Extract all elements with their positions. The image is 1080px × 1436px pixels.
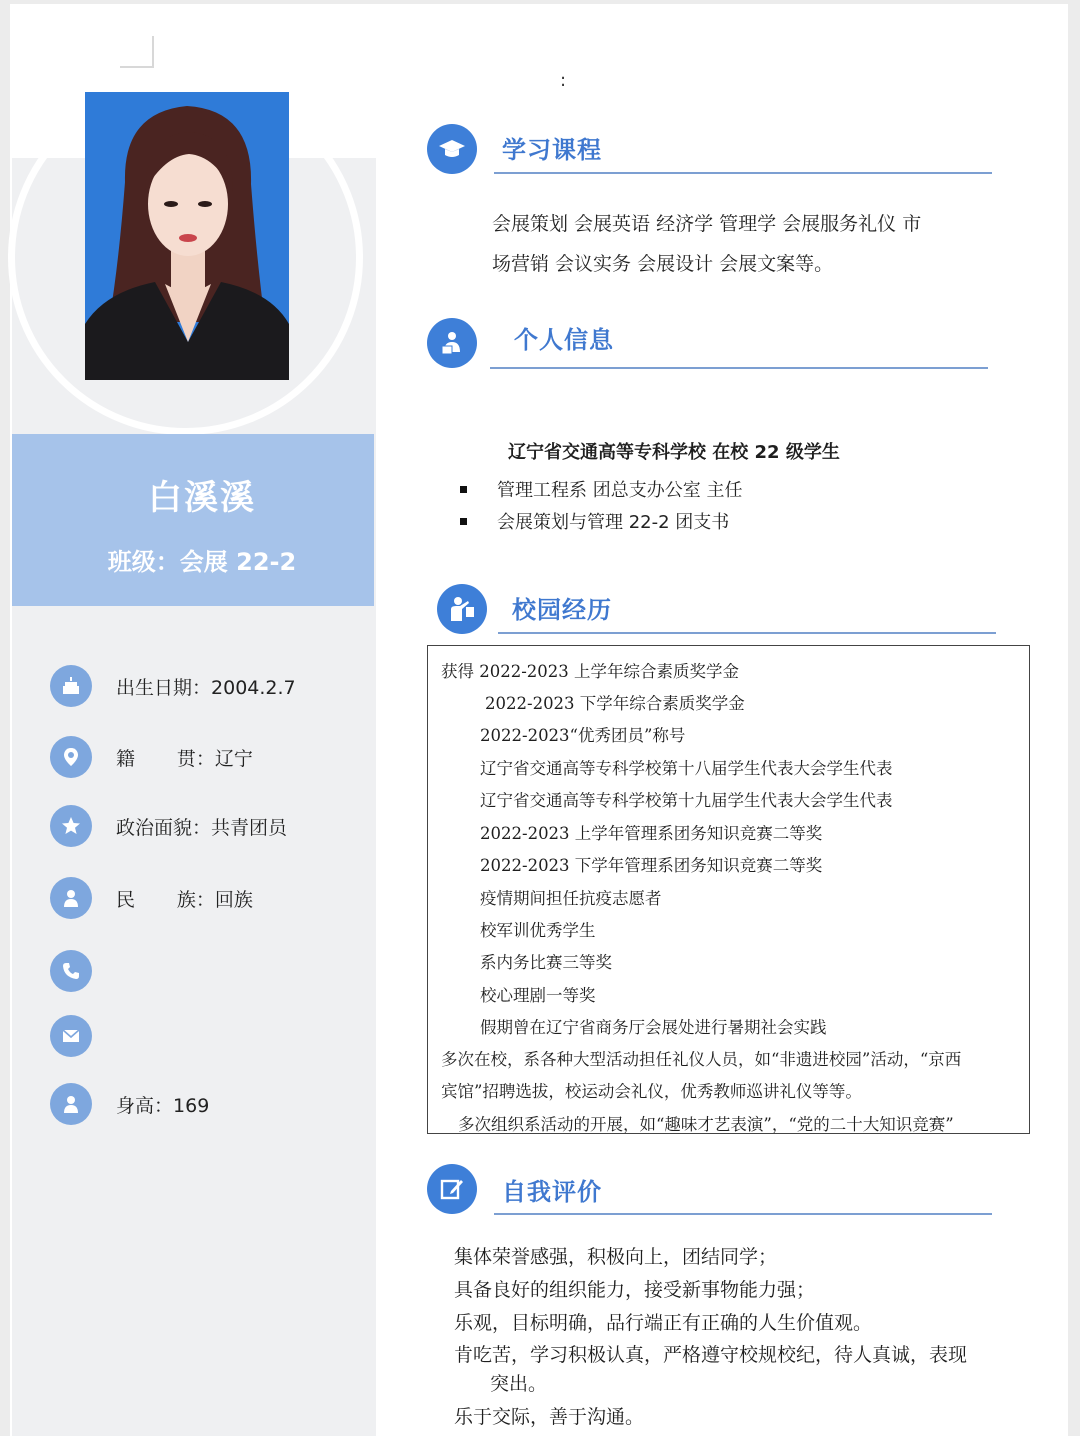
evaluation-line: 具备良好的组织能力，接受新事物能力强； [454, 1279, 816, 1301]
info-row-height [50, 1082, 209, 1126]
info-label: 政治面貌： [116, 816, 212, 839]
courses-line: 会展策划 会展英语 经济学 管理学 会展服务礼仪 市 [492, 213, 922, 235]
section-divider [494, 172, 992, 174]
info-label-a: 籍 [116, 747, 177, 770]
list-item: 假期曾在辽宁省商务厅会展处进行暑期社会实践 [480, 1018, 827, 1037]
list-item-text: 会展策划与管理 22-2 团支书 [497, 512, 730, 533]
briefcase-person-icon [427, 318, 477, 368]
list-item: 辽宁省交通高等专科学校第十八届学生代表大会学生代表 [480, 759, 893, 778]
section-title-courses: 学习课程 [502, 136, 602, 164]
evaluation-line: 乐观，目标明确，品行端正有正确的人生价值观。 [454, 1312, 873, 1334]
info-label: 身高： [116, 1094, 174, 1117]
list-item: 宾馆”招聘选拔，校运动会礼仪，优秀教师巡讲礼仪等等。 [441, 1082, 862, 1101]
info-value: 共青团员 [211, 816, 288, 839]
list-item: 2022-2023 下学年综合素质奖学金 [485, 694, 745, 713]
info-label: 出生日期： [116, 676, 212, 699]
info-row-ethnicity [50, 876, 253, 920]
section-title-evaluation: 自我评价 [502, 1178, 602, 1206]
section-divider [498, 632, 996, 634]
evaluation-line: 肯吃苦，学习积极认真，严格遵守校规校纪，待人真诚，表现 [454, 1344, 968, 1366]
graduation-cap-icon [427, 124, 477, 174]
list-item [460, 476, 742, 502]
person-icon [50, 877, 92, 919]
info-label-b: 族： [176, 888, 215, 911]
cake-icon [50, 665, 92, 707]
class-line: 班级：会展 22-2 [107, 548, 297, 576]
stray-colon: : [560, 70, 567, 91]
section-title-personal: 个人信息 [514, 326, 614, 354]
list-item: 系内务比赛三等奖 [480, 953, 612, 972]
person-icon [50, 1083, 92, 1125]
courses-line: 场营销 会议实务 会展设计 会展文案等。 [492, 253, 834, 275]
info-value: 回族 [214, 888, 253, 911]
section-divider [490, 367, 988, 369]
edit-icon [427, 1164, 477, 1214]
phone-icon [50, 950, 92, 992]
info-row-political [50, 804, 287, 848]
info-row-phone [50, 949, 116, 993]
evaluation-line: 乐于交际，善于沟通。 [454, 1406, 645, 1428]
list-item-text: 管理工程系 团总支办公室 主任 [497, 480, 743, 501]
list-item: 校心理剧一等奖 [480, 986, 596, 1005]
info-label-b: 贯： [176, 747, 215, 770]
list-item: 辽宁省交通高等专科学校第十九届学生代表大会学生代表 [480, 791, 893, 810]
info-row-origin [50, 735, 253, 779]
list-item: 2022-2023 上学年管理系团务知识竞赛二等奖 [480, 824, 823, 843]
info-row-birthdate [50, 664, 296, 708]
list-item: 校军训优秀学生 [480, 921, 596, 940]
mail-icon [50, 1015, 92, 1057]
info-label-a: 民 [116, 888, 177, 911]
bullet-square [460, 518, 467, 525]
location-pin-icon [50, 736, 92, 778]
info-value: 169 [173, 1094, 210, 1117]
campus-experience-box [427, 645, 1030, 1134]
list-item: 多次组织系活动的开展，如“趣味才艺表演”，“党的二十大知识竞赛” [458, 1115, 954, 1134]
list-item: 2022-2023“优秀团员”称号 [480, 726, 686, 745]
list-item: 2022-2023 下学年管理系团务知识竞赛二等奖 [480, 856, 823, 875]
evaluation-line: 集体荣誉感强，积极向上，团结同学； [454, 1246, 778, 1268]
list-item: 获得 2022-2023 上学年综合素质奖学金 [441, 662, 740, 681]
courses-text [492, 204, 962, 284]
name-band [12, 434, 374, 606]
school-line: 辽宁省交通高等专科学校 在校 22 级学生 [508, 442, 840, 463]
section-title-campus: 校园经历 [512, 596, 612, 624]
star-icon [50, 805, 92, 847]
list-item [460, 508, 729, 534]
bullet-square [460, 486, 467, 493]
info-row-email [50, 1014, 116, 1058]
list-item: 疫情期间担任抗疫志愿者 [480, 889, 662, 908]
crop-corner-mark [120, 36, 154, 68]
candidate-name: 白溪溪 [148, 478, 256, 518]
portrait-photo [85, 92, 289, 380]
info-value: 辽宁 [214, 747, 253, 770]
evaluation-line: 突出。 [490, 1373, 548, 1395]
list-item: 多次在校，系各种大型活动担任礼仪人员，如“非遗进校园”活动，“京西 [441, 1050, 962, 1069]
info-value: 2004.2.7 [211, 676, 296, 699]
presenter-icon [437, 584, 487, 634]
section-divider [494, 1213, 992, 1215]
